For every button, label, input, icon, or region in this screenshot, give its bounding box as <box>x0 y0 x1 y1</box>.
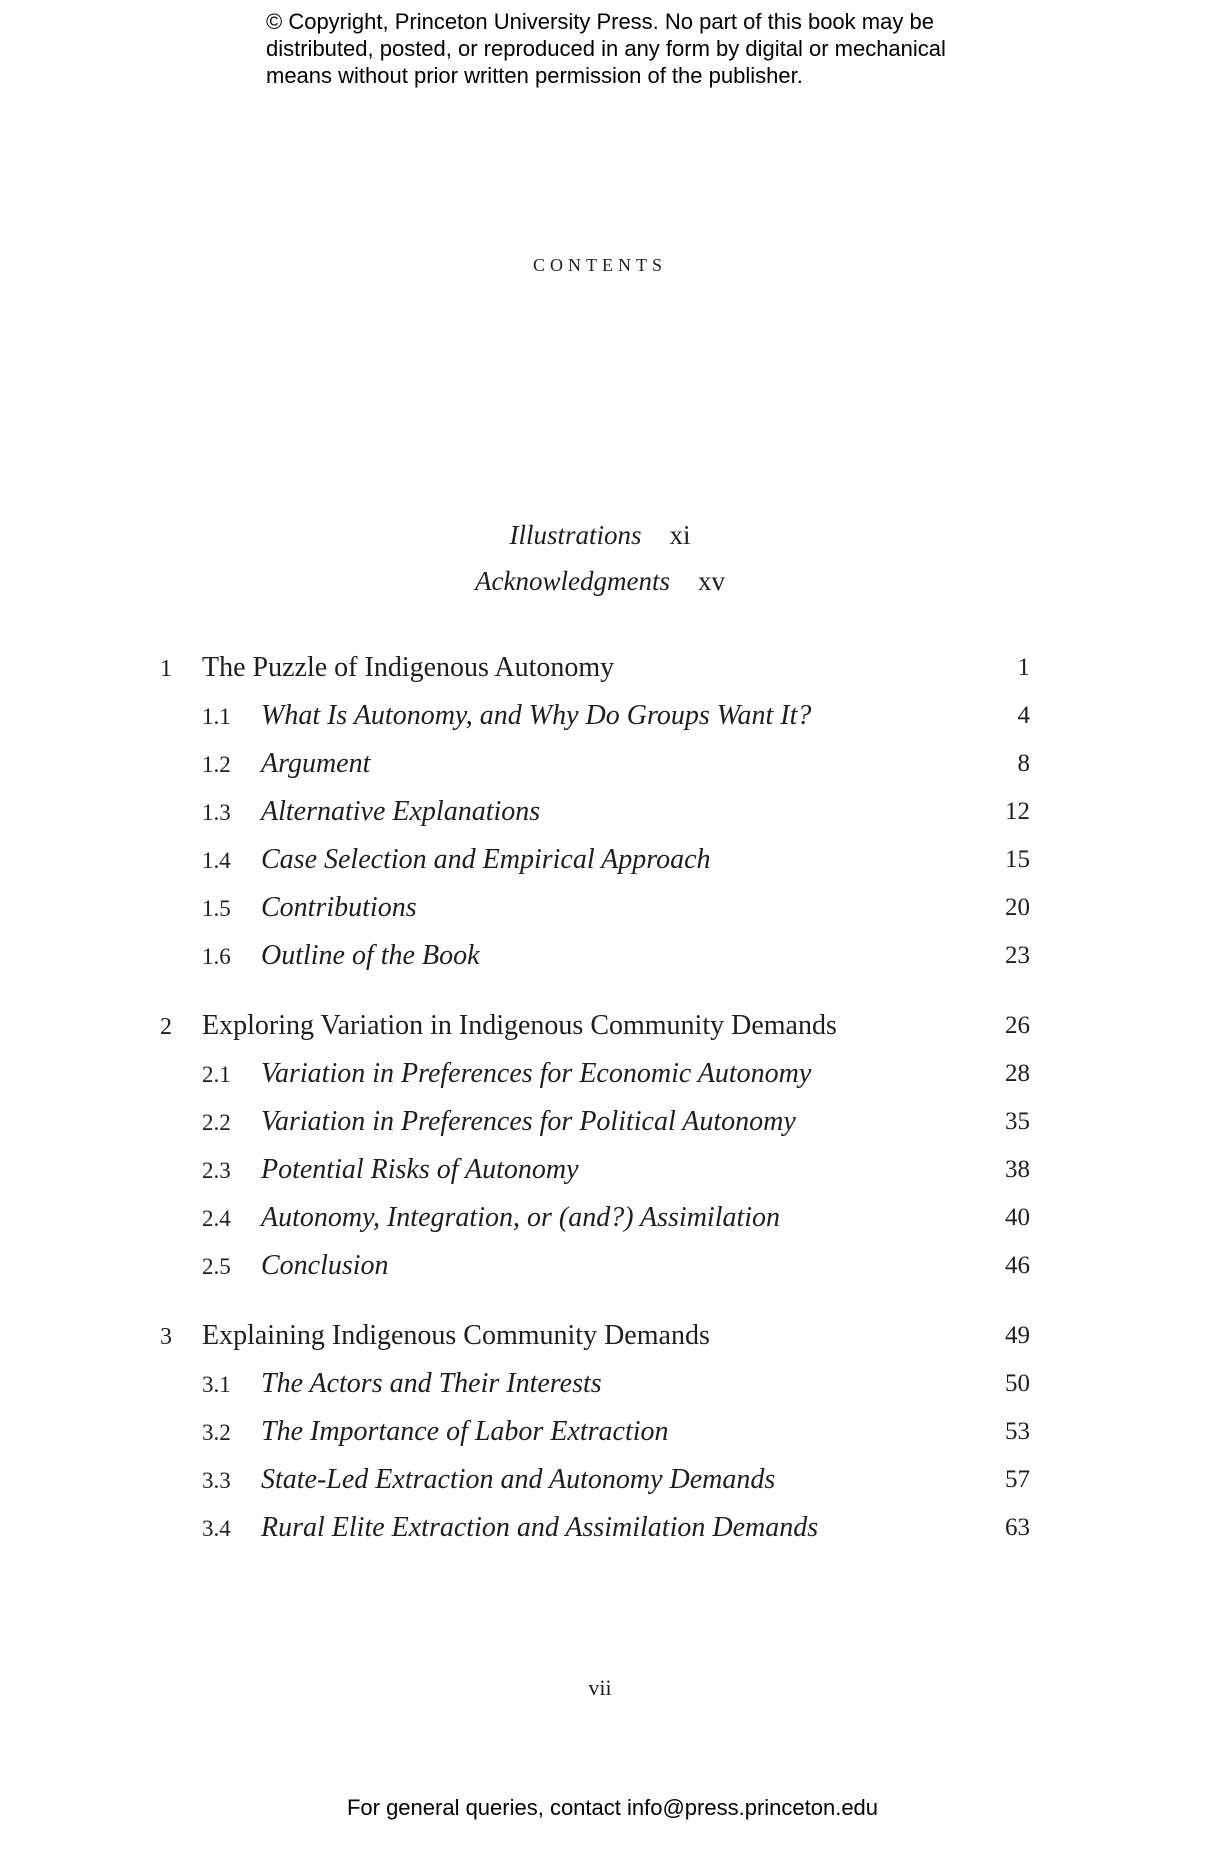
section-title: The Importance of Labor Extraction <box>261 1416 669 1447</box>
section-title: Potential Risks of Autonomy <box>261 1154 579 1185</box>
front-matter-title: Acknowledgments <box>475 566 670 596</box>
section-page: 38 <box>1005 1156 1030 1183</box>
front-matter-page: xi <box>669 520 691 550</box>
section-title: State-Led Extraction and Autonomy Demands <box>261 1464 776 1495</box>
section-entry[interactable] <box>0 748 1225 788</box>
chapter-entry[interactable] <box>0 1320 1225 1360</box>
section-number: 2.1 <box>202 1062 231 1087</box>
section-page: 40 <box>1005 1204 1030 1231</box>
chapter-number: 2 <box>160 1014 172 1040</box>
section-title: Variation in Preferences for Political Autonomy <box>261 1106 796 1137</box>
section-page: 57 <box>1005 1466 1030 1493</box>
section-number: 1.2 <box>202 752 231 777</box>
section-entry[interactable] <box>0 1154 1225 1194</box>
section-title: The Actors and Their Interests <box>261 1368 602 1399</box>
section-page: 50 <box>1005 1370 1030 1397</box>
section-title: Rural Elite Extraction and Assimilation Demands <box>261 1512 819 1543</box>
section-number: 3.3 <box>202 1468 231 1493</box>
section-title: Argument <box>261 748 371 779</box>
section-entry[interactable] <box>0 940 1225 980</box>
section-page: 53 <box>1005 1418 1030 1445</box>
copyright-line: means without prior written permission of the publisher. <box>266 63 803 88</box>
section-number: 1.3 <box>202 800 231 825</box>
section-entry[interactable] <box>0 1250 1225 1290</box>
section-number: 1.5 <box>202 896 231 921</box>
section-number: 3.1 <box>202 1372 231 1397</box>
section-entry[interactable] <box>0 796 1225 836</box>
front-matter-entry[interactable] <box>0 566 1200 597</box>
section-entry[interactable] <box>0 1202 1225 1242</box>
section-number: 1.6 <box>202 944 231 969</box>
front-matter-entry[interactable] <box>0 520 1200 551</box>
section-entry[interactable] <box>0 1464 1225 1504</box>
section-page: 46 <box>1005 1252 1030 1279</box>
copyright-line: distributed, posted, or reproduced in any form by digital or mechanical <box>266 36 946 61</box>
page-number: vii <box>588 1675 612 1700</box>
section-entry[interactable] <box>0 1368 1225 1408</box>
section-title: What Is Autonomy, and Why Do Groups Want It? <box>261 700 812 731</box>
section-page: 20 <box>1005 894 1030 921</box>
section-title: Contributions <box>261 892 417 923</box>
chapter-number: 3 <box>160 1324 172 1350</box>
chapter-page: 26 <box>1005 1012 1030 1039</box>
section-page: 23 <box>1005 942 1030 969</box>
section-title: Autonomy, Integration, or (and?) Assimilation <box>261 1202 781 1233</box>
footer-contact: For general queries, contact info@press.princeton.edu <box>346 1795 879 1820</box>
section-entry[interactable] <box>0 700 1225 740</box>
section-number: 3.2 <box>202 1420 231 1445</box>
copyright-line: © Copyright, Princeton University Press. No part of this book may be <box>266 9 934 34</box>
section-entry[interactable] <box>0 1106 1225 1146</box>
section-number: 2.5 <box>202 1254 231 1279</box>
section-entry[interactable] <box>0 1058 1225 1098</box>
section-number: 2.3 <box>202 1158 231 1183</box>
chapter-page: 49 <box>1005 1322 1030 1349</box>
front-matter-page: xv <box>697 566 725 596</box>
section-entry[interactable] <box>0 892 1225 932</box>
section-number: 2.4 <box>202 1206 231 1231</box>
section-entry[interactable] <box>0 1416 1225 1456</box>
chapter-number: 1 <box>160 656 172 682</box>
section-title: Outline of the Book <box>261 940 480 971</box>
chapter-title: Exploring Variation in Indigenous Community Demands <box>202 1010 837 1041</box>
section-entry[interactable] <box>0 844 1225 884</box>
copyright-notice <box>266 8 986 89</box>
section-page: 12 <box>1005 798 1030 825</box>
section-number: 3.4 <box>202 1516 231 1541</box>
chapter-page: 1 <box>1017 654 1030 681</box>
section-entry[interactable] <box>0 1512 1225 1552</box>
chapter-title: Explaining Indigenous Community Demands <box>202 1320 710 1351</box>
section-page: 35 <box>1005 1108 1030 1135</box>
chapter-title: The Puzzle of Indigenous Autonomy <box>202 652 615 683</box>
section-title: Case Selection and Empirical Approach <box>261 844 711 875</box>
section-page: 63 <box>1005 1514 1030 1541</box>
section-title: Variation in Preferences for Economic Autonomy <box>261 1058 812 1089</box>
contents-heading: contents <box>533 248 667 277</box>
chapter-entry[interactable] <box>0 652 1225 692</box>
section-page: 4 <box>1017 702 1030 729</box>
section-number: 2.2 <box>202 1110 231 1135</box>
section-title: Conclusion <box>261 1250 389 1281</box>
section-page: 15 <box>1005 846 1030 873</box>
section-page: 8 <box>1017 750 1030 777</box>
section-number: 1.4 <box>202 848 231 873</box>
section-page: 28 <box>1005 1060 1030 1087</box>
front-matter-title: Illustrations <box>509 520 642 550</box>
chapter-entry[interactable] <box>0 1010 1225 1050</box>
section-number: 1.1 <box>202 704 231 729</box>
section-title: Alternative Explanations <box>261 796 541 827</box>
